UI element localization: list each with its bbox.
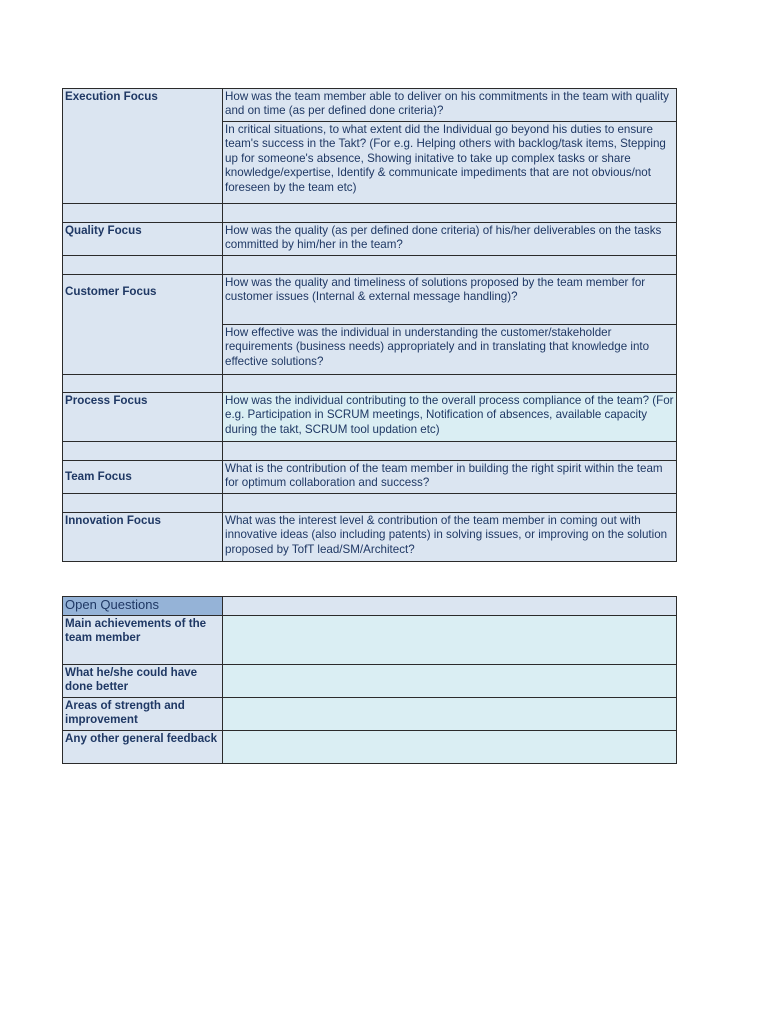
open-questions-title: Open Questions: [63, 597, 223, 616]
spacer-cell: [223, 256, 677, 275]
execution-question-1[interactable]: How was the team member able to deliver on his commitments in the team with quality and on time (as per defined done criteria)?: [223, 89, 677, 122]
innovation-question-1[interactable]: What was the interest level & contribution of the team member in coming out with innovative ideas (also including patents) in solving issues, or improving on the solution proposed by TofT lead/SM/Architect?: [223, 513, 677, 562]
execution-question-2[interactable]: In critical situations, to what extent did the Individual go beyond his duties to ensure team's success in the Takt? (For e.g. Helping others with backlog/task items, Stepping up for someone's absence, Showing initative to take up complex tasks or share knowledge/expertise, Identify & communicate impediments that are not obvious/not foreseen by the team etc): [223, 122, 677, 204]
open-questions-table: [62, 596, 677, 764]
open-question-label: Areas of strength and improvement: [63, 698, 223, 731]
answer-cell-general-feedback[interactable]: [223, 731, 677, 764]
customer-question-2[interactable]: How effective was the individual in understanding the customer/stakeholder requirements (business needs) appropriately and in translating that knowledge into effective solutions?: [223, 325, 677, 375]
answer-cell-achievements[interactable]: [223, 616, 677, 665]
spacer-cell: [223, 375, 677, 393]
innovation-focus-label: Innovation Focus: [63, 513, 223, 562]
evaluation-table: [62, 88, 677, 562]
execution-focus-label: Execution Focus: [63, 89, 223, 204]
spacer-cell: [63, 256, 223, 275]
quality-focus-label: Quality Focus: [63, 223, 223, 256]
open-question-label: Any other general feedback: [63, 731, 223, 764]
process-question-1[interactable]: How was the individual contributing to the overall process compliance of the team? (For e.g. Participation in SCRUM meetings, Notification of absences, available capacity during the takt, SCRUM tool updation etc): [223, 393, 677, 442]
spacer-cell: [63, 375, 223, 393]
answer-cell-strengths[interactable]: [223, 698, 677, 731]
customer-focus-label: Customer Focus: [63, 275, 223, 375]
quality-question-1[interactable]: How was the quality (as per defined done criteria) of his/her deliverables on the tasks committed by him/her in the team?: [223, 223, 677, 256]
spacer-cell: [223, 494, 677, 513]
spacer-cell: [63, 442, 223, 461]
open-questions-header-blank: [223, 597, 677, 616]
open-question-label: Main achievements of the team member: [63, 616, 223, 665]
customer-question-1[interactable]: How was the quality and timeliness of solutions proposed by the team member for customer issues (Internal & external message handling)?: [223, 275, 677, 325]
spacer-cell: [63, 204, 223, 223]
spacer-cell: [223, 442, 677, 461]
answer-cell-done-better[interactable]: [223, 665, 677, 698]
team-focus-label: Team Focus: [63, 461, 223, 494]
process-focus-label: Process Focus: [63, 393, 223, 442]
team-question-1[interactable]: What is the contribution of the team member in building the right spirit within the team for optimum collaboration and success?: [223, 461, 677, 494]
open-question-label: What he/she could have done better: [63, 665, 223, 698]
spacer-cell: [223, 204, 677, 223]
spacer-cell: [63, 494, 223, 513]
